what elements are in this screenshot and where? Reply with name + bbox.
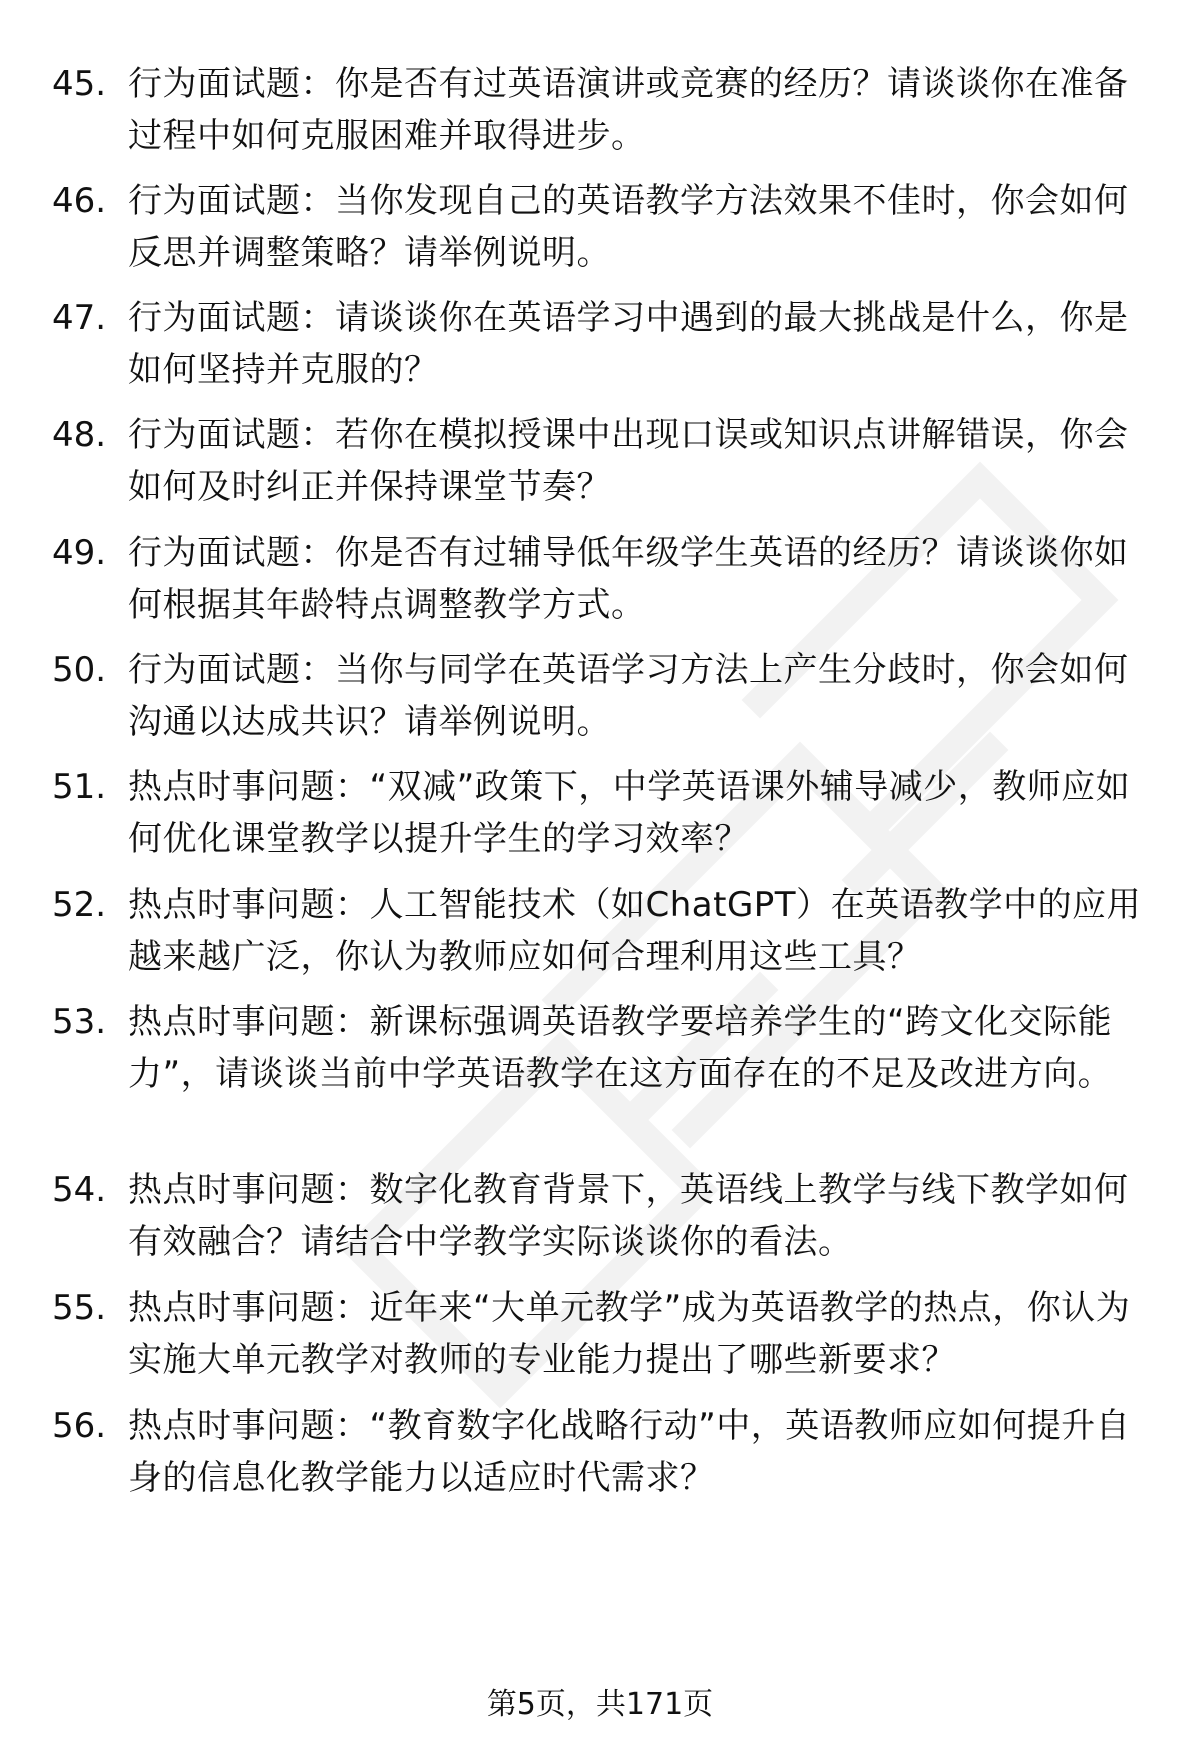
- list-item: [52, 292, 1152, 396]
- item-text: 行为面试题：当你与同学在英语学习方法上产生分歧时，你会如何沟通以达成共识？请举例说明。: [128, 650, 1129, 742]
- item-number: 47.: [52, 298, 107, 338]
- item-text: 行为面试题：当你发现自己的英语教学方法效果不佳时，你会如何反思并调整策略？请举例说明。: [128, 181, 1129, 273]
- item-text: 热点时事问题：人工智能技术（如ChatGPT）在英语教学中的应用越来越广泛，你认为教师应如何合理利用这些工具？: [128, 885, 1142, 977]
- item-text: 热点时事问题：近年来“大单元教学”成为英语教学的热点，你认为实施大单元教学对教师的专业能力提出了哪些新要求？: [128, 1288, 1131, 1380]
- item-text: 行为面试题：请谈谈你在英语学习中遇到的最大挑战是什么，你是如何坚持并克服的？: [128, 298, 1129, 390]
- item-number: 49.: [52, 533, 107, 573]
- list-item: [52, 879, 1152, 983]
- item-number: 52.: [52, 885, 107, 925]
- item-number: 48.: [52, 415, 107, 455]
- list-item: [52, 644, 1152, 748]
- list-item: [52, 1400, 1152, 1504]
- list-item: [52, 175, 1152, 279]
- list-item: [52, 996, 1152, 1100]
- item-number: 46.: [52, 181, 107, 221]
- item-number: 53.: [52, 1002, 107, 1042]
- list-item: [52, 1282, 1152, 1386]
- list-item: [52, 1164, 1152, 1268]
- item-text: 热点时事问题：数字化教育背景下，英语线上教学与线下教学如何有效融合？请结合中学教学实际谈谈你的看法。: [128, 1170, 1129, 1262]
- item-text: 热点时事问题：“教育数字化战略行动”中，英语教师应如何提升自身的信息化教学能力以适应时代需求？: [128, 1406, 1131, 1498]
- item-text: 行为面试题：你是否有过英语演讲或竞赛的经历？请谈谈你在准备过程中如何克服困难并取得进步。: [128, 64, 1129, 156]
- item-number: 45.: [52, 64, 107, 104]
- item-number: 55.: [52, 1288, 107, 1328]
- list-item: [52, 761, 1152, 865]
- list-item: [52, 58, 1152, 162]
- item-text: 行为面试题：你是否有过辅导低年级学生英语的经历？请谈谈你如何根据其年龄特点调整教学方式。: [128, 533, 1129, 625]
- item-number: 51.: [52, 767, 107, 807]
- page-footer: 第5页，共171页: [486, 1687, 714, 1722]
- item-number: 50.: [52, 650, 107, 690]
- item-text: 热点时事问题：“双减”政策下，中学英语课外辅导减少，教师应如何优化课堂教学以提升学生的学习效率？: [128, 767, 1131, 859]
- item-number: 56.: [52, 1406, 107, 1446]
- item-text: 行为面试题：若你在模拟授课中出现口误或知识点讲解错误，你会如何及时纠正并保持课堂节奏？: [128, 415, 1129, 507]
- list-item: [52, 527, 1152, 631]
- item-number: 54.: [52, 1170, 107, 1210]
- list-item: [52, 409, 1152, 513]
- item-text: 热点时事问题：新课标强调英语教学要培养学生的“跨文化交际能力”，请谈谈当前中学英语教学在这方面存在的不足及改进方向。: [128, 1002, 1113, 1094]
